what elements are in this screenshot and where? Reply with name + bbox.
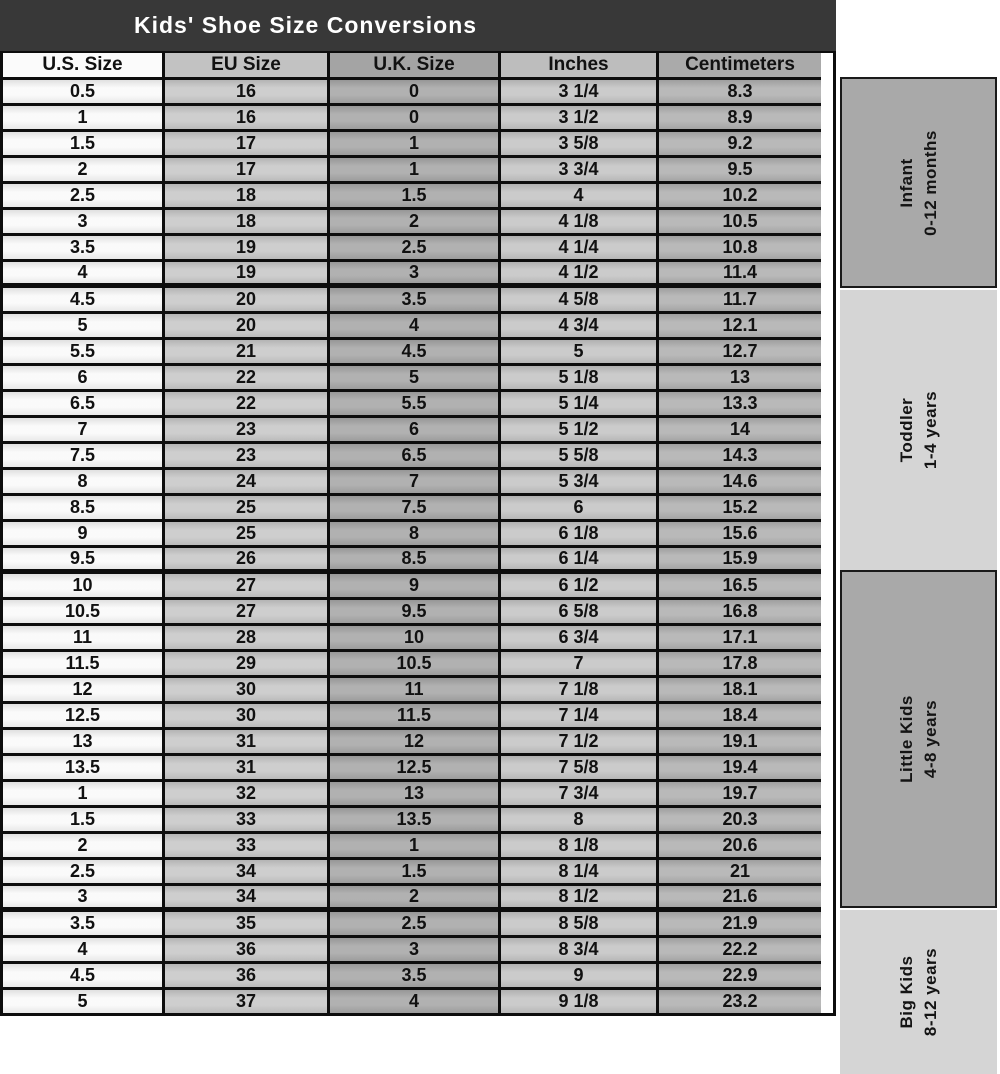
table-cell: 18.1 — [659, 678, 821, 704]
table-cell: 10 — [330, 626, 501, 652]
table-cell: 18 — [165, 184, 330, 210]
table-cell: 4 — [330, 990, 501, 1013]
table-cell: 1 — [330, 834, 501, 860]
table-cell: 19.7 — [659, 782, 821, 808]
table-cell: 25 — [165, 496, 330, 522]
table-cell: 20.6 — [659, 834, 821, 860]
table-cell: 14 — [659, 418, 821, 444]
table-row — [3, 704, 833, 730]
table-cell: 13 — [3, 730, 165, 756]
table-cell: 3.5 — [330, 288, 501, 314]
age-group-label: Little Kids 4-8 years — [896, 695, 940, 783]
table-cell: 17.8 — [659, 652, 821, 678]
table-cell: 0 — [330, 106, 501, 132]
table-row — [3, 236, 833, 262]
table-cell: 6 3/4 — [501, 626, 659, 652]
table-cell: 3.5 — [3, 236, 165, 262]
table-row — [3, 340, 833, 366]
table-row — [3, 912, 833, 938]
table-cell: 1 — [3, 782, 165, 808]
table-cell: 2 — [3, 158, 165, 184]
table-cell: 25 — [165, 522, 330, 548]
table-cell: 28 — [165, 626, 330, 652]
table-cell: 23.2 — [659, 990, 821, 1013]
table-cell: 33 — [165, 808, 330, 834]
table-cell: 21 — [659, 860, 821, 886]
table-cell: 9 1/8 — [501, 990, 659, 1013]
table-cell: 1 — [330, 132, 501, 158]
column-header: Centimeters — [659, 53, 821, 80]
table-cell: 2.5 — [3, 860, 165, 886]
table-cell: 4 — [330, 314, 501, 340]
table-row — [3, 106, 833, 132]
table-cell: 12 — [330, 730, 501, 756]
table-cell: 10.8 — [659, 236, 821, 262]
table-cell: 7 1/4 — [501, 704, 659, 730]
table-cell: 7 3/4 — [501, 782, 659, 808]
age-group-label: Infant 0-12 months — [896, 129, 940, 236]
table-cell: 31 — [165, 730, 330, 756]
table-cell: 6 — [501, 496, 659, 522]
age-group-little-kids — [840, 570, 997, 908]
table-cell: 7 1/8 — [501, 678, 659, 704]
table-cell: 21.9 — [659, 912, 821, 938]
table-cell: 4 5/8 — [501, 288, 659, 314]
table-cell: 3.5 — [3, 912, 165, 938]
table-cell: 3.5 — [330, 964, 501, 990]
table-row — [3, 522, 833, 548]
table-row — [3, 288, 833, 314]
table-cell: 18 — [165, 210, 330, 236]
table-cell: 6 1/8 — [501, 522, 659, 548]
table-row — [3, 470, 833, 496]
table-cell: 10.5 — [330, 652, 501, 678]
table-cell: 5 — [501, 340, 659, 366]
table-cell: 2.5 — [330, 236, 501, 262]
table-cell: 8.9 — [659, 106, 821, 132]
table-cell: 1 — [3, 106, 165, 132]
age-group-label: Toddler 1-4 years — [896, 390, 940, 470]
table-cell: 1.5 — [3, 132, 165, 158]
column-header: U.K. Size — [330, 53, 501, 80]
table-row — [3, 678, 833, 704]
table-row — [3, 938, 833, 964]
table-header-row — [3, 53, 833, 80]
table-cell: 4 3/4 — [501, 314, 659, 340]
table-cell: 20.3 — [659, 808, 821, 834]
table-cell: 10.2 — [659, 184, 821, 210]
table-cell: 9.5 — [3, 548, 165, 574]
table-cell: 8 — [501, 808, 659, 834]
table-cell: 22.2 — [659, 938, 821, 964]
table-cell: 27 — [165, 574, 330, 600]
table-row — [3, 730, 833, 756]
table-cell: 4 1/4 — [501, 236, 659, 262]
table-cell: 2 — [3, 834, 165, 860]
table-cell: 23 — [165, 444, 330, 470]
table-cell: 15.9 — [659, 548, 821, 574]
table-cell: 6.5 — [3, 392, 165, 418]
table-cell: 7.5 — [3, 444, 165, 470]
table-row — [3, 366, 833, 392]
table-cell: 5 1/4 — [501, 392, 659, 418]
table-cell: 6 1/2 — [501, 574, 659, 600]
table-cell: 8.5 — [3, 496, 165, 522]
table-cell: 4 — [3, 262, 165, 288]
table-row — [3, 444, 833, 470]
table-cell: 3 — [330, 262, 501, 288]
table-cell: 2 — [330, 210, 501, 236]
table-cell: 13.5 — [330, 808, 501, 834]
table-cell: 4.5 — [3, 288, 165, 314]
table-row — [3, 392, 833, 418]
table-cell: 0.5 — [3, 80, 165, 106]
table-cell: 9 — [501, 964, 659, 990]
table-row — [3, 626, 833, 652]
table-cell: 12.5 — [330, 756, 501, 782]
table-cell: 7 5/8 — [501, 756, 659, 782]
table-cell: 8 5/8 — [501, 912, 659, 938]
table-cell: 11.5 — [3, 652, 165, 678]
table-cell: 13.5 — [3, 756, 165, 782]
table-cell: 11.4 — [659, 262, 821, 288]
table-cell: 19 — [165, 262, 330, 288]
table-row — [3, 834, 833, 860]
table-cell: 3 — [3, 886, 165, 912]
table-cell: 10.5 — [3, 600, 165, 626]
table-row — [3, 600, 833, 626]
table-row — [3, 574, 833, 600]
table-row — [3, 158, 833, 184]
table-cell: 33 — [165, 834, 330, 860]
table-cell: 8.3 — [659, 80, 821, 106]
table-cell: 17 — [165, 158, 330, 184]
table-cell: 11.5 — [330, 704, 501, 730]
table-row — [3, 860, 833, 886]
table-cell: 15.2 — [659, 496, 821, 522]
table-cell: 6 1/4 — [501, 548, 659, 574]
table-cell: 1 — [330, 158, 501, 184]
table-cell: 5 5/8 — [501, 444, 659, 470]
table-cell: 13 — [330, 782, 501, 808]
table-cell: 7 — [330, 470, 501, 496]
table-cell: 10 — [3, 574, 165, 600]
table-cell: 16.5 — [659, 574, 821, 600]
table-row — [3, 652, 833, 678]
table-cell: 3 3/4 — [501, 158, 659, 184]
table-cell: 22.9 — [659, 964, 821, 990]
table-cell: 5 — [3, 990, 165, 1013]
table-cell: 8 1/2 — [501, 886, 659, 912]
column-header: U.S. Size — [3, 53, 165, 80]
table-cell: 7 1/2 — [501, 730, 659, 756]
table-cell: 3 1/4 — [501, 80, 659, 106]
table-row — [3, 808, 833, 834]
table-cell: 12 — [3, 678, 165, 704]
table-cell: 5.5 — [3, 340, 165, 366]
table-cell: 36 — [165, 938, 330, 964]
age-group-big-kids — [840, 910, 997, 1074]
table-cell: 37 — [165, 990, 330, 1013]
table-cell: 5 — [3, 314, 165, 340]
table-cell: 9.2 — [659, 132, 821, 158]
table-cell: 4.5 — [3, 964, 165, 990]
table-cell: 12.1 — [659, 314, 821, 340]
table-cell: 7 — [3, 418, 165, 444]
table-row — [3, 548, 833, 574]
table-cell: 34 — [165, 860, 330, 886]
table-cell: 9.5 — [330, 600, 501, 626]
table-cell: 11 — [330, 678, 501, 704]
table-cell: 5 3/4 — [501, 470, 659, 496]
size-conversion-table — [0, 51, 836, 1016]
age-group-infant — [840, 77, 997, 288]
table-cell: 20 — [165, 288, 330, 314]
table-row — [3, 496, 833, 522]
table-cell: 36 — [165, 964, 330, 990]
age-group-toddler — [840, 290, 997, 570]
table-cell: 6.5 — [330, 444, 501, 470]
table-cell: 19.1 — [659, 730, 821, 756]
table-cell: 3 5/8 — [501, 132, 659, 158]
table-row — [3, 756, 833, 782]
table-cell: 12.7 — [659, 340, 821, 366]
table-row — [3, 886, 833, 912]
table-row — [3, 314, 833, 340]
table-cell: 9 — [330, 574, 501, 600]
table-cell: 29 — [165, 652, 330, 678]
page-title: Kids' Shoe Size Conversions — [134, 12, 478, 38]
table-cell: 21.6 — [659, 886, 821, 912]
table-cell: 23 — [165, 418, 330, 444]
table-cell: 4 1/8 — [501, 210, 659, 236]
table-row — [3, 990, 833, 1013]
table-cell: 0 — [330, 80, 501, 106]
table-cell: 31 — [165, 756, 330, 782]
table-row — [3, 210, 833, 236]
table-row — [3, 964, 833, 990]
table-cell: 7 — [501, 652, 659, 678]
table-cell: 2 — [330, 886, 501, 912]
table-cell: 4 1/2 — [501, 262, 659, 288]
table-cell: 8 — [330, 522, 501, 548]
table-cell: 8 — [3, 470, 165, 496]
table-cell: 17.1 — [659, 626, 821, 652]
age-group-label: Big Kids 8-12 years — [896, 947, 940, 1037]
table-cell: 14.6 — [659, 470, 821, 496]
table-cell: 32 — [165, 782, 330, 808]
table-cell: 4.5 — [330, 340, 501, 366]
table-cell: 20 — [165, 314, 330, 340]
table-cell: 6 — [330, 418, 501, 444]
table-cell: 5 1/8 — [501, 366, 659, 392]
table-cell: 3 1/2 — [501, 106, 659, 132]
table-cell: 8 3/4 — [501, 938, 659, 964]
table-cell: 5 — [330, 366, 501, 392]
table-cell: 2.5 — [3, 184, 165, 210]
table-cell: 1.5 — [330, 184, 501, 210]
column-header: EU Size — [165, 53, 330, 80]
table-cell: 30 — [165, 704, 330, 730]
table-row — [3, 132, 833, 158]
table-cell: 8.5 — [330, 548, 501, 574]
table-cell: 3 — [330, 938, 501, 964]
table-cell: 10.5 — [659, 210, 821, 236]
table-cell: 22 — [165, 392, 330, 418]
table-cell: 14.3 — [659, 444, 821, 470]
table-cell: 13.3 — [659, 392, 821, 418]
table-cell: 24 — [165, 470, 330, 496]
table-cell: 2.5 — [330, 912, 501, 938]
title-bar — [0, 0, 836, 51]
table-cell: 21 — [165, 340, 330, 366]
table-cell: 19 — [165, 236, 330, 262]
table-cell: 7.5 — [330, 496, 501, 522]
table-row — [3, 782, 833, 808]
table-cell: 9 — [3, 522, 165, 548]
table-cell: 4 — [501, 184, 659, 210]
table-cell: 8 1/8 — [501, 834, 659, 860]
table-cell: 4 — [3, 938, 165, 964]
table-cell: 19.4 — [659, 756, 821, 782]
column-header: Inches — [501, 53, 659, 80]
table-cell: 16 — [165, 106, 330, 132]
table-row — [3, 80, 833, 106]
table-row — [3, 184, 833, 210]
table-cell: 15.6 — [659, 522, 821, 548]
table-cell: 1.5 — [330, 860, 501, 886]
table-cell: 16.8 — [659, 600, 821, 626]
table-cell: 17 — [165, 132, 330, 158]
table-cell: 30 — [165, 678, 330, 704]
table-cell: 12.5 — [3, 704, 165, 730]
table-row — [3, 418, 833, 444]
table-cell: 34 — [165, 886, 330, 912]
table-row — [3, 262, 833, 288]
table-cell: 3 — [3, 210, 165, 236]
table-cell: 16 — [165, 80, 330, 106]
table-cell: 5.5 — [330, 392, 501, 418]
table-cell: 11.7 — [659, 288, 821, 314]
table-cell: 22 — [165, 366, 330, 392]
table-cell: 27 — [165, 600, 330, 626]
table-cell: 5 1/2 — [501, 418, 659, 444]
table-cell: 9.5 — [659, 158, 821, 184]
table-cell: 6 5/8 — [501, 600, 659, 626]
table-cell: 13 — [659, 366, 821, 392]
table-cell: 8 1/4 — [501, 860, 659, 886]
table-cell: 1.5 — [3, 808, 165, 834]
table-cell: 6 — [3, 366, 165, 392]
table-cell: 11 — [3, 626, 165, 652]
table-cell: 35 — [165, 912, 330, 938]
table-cell: 18.4 — [659, 704, 821, 730]
table-cell: 26 — [165, 548, 330, 574]
